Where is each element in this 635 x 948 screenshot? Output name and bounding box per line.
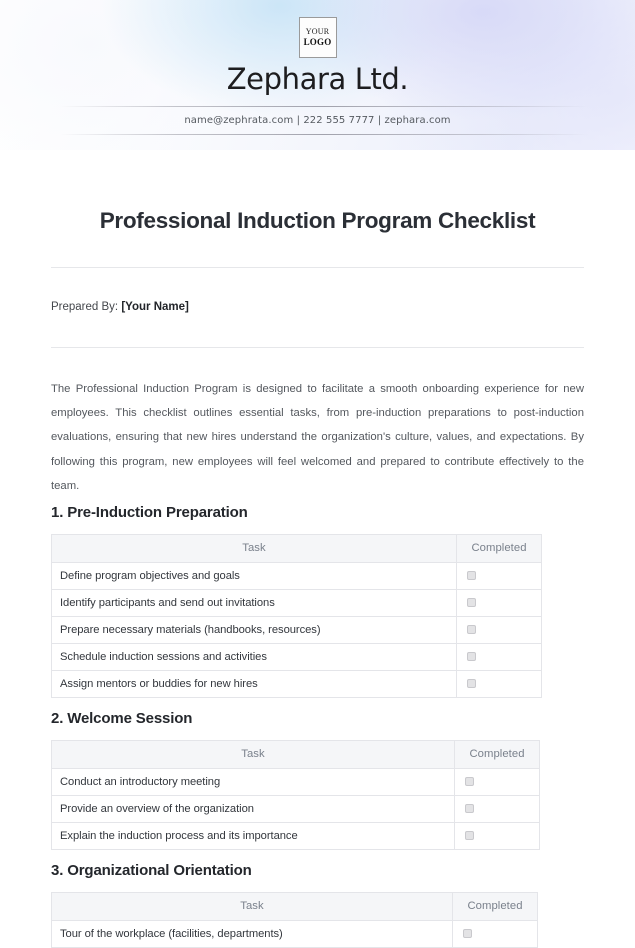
checkbox-icon[interactable]	[465, 804, 474, 813]
checkbox-icon[interactable]	[467, 625, 476, 634]
table-row	[52, 670, 542, 697]
checkbox-icon[interactable]	[465, 831, 474, 840]
column-header-completed: Completed	[457, 534, 542, 562]
completed-cell[interactable]	[453, 920, 538, 947]
checkbox-icon[interactable]	[465, 777, 474, 786]
page-title: Professional Induction Program Checklist	[99, 208, 536, 233]
column-header-task: Task	[52, 740, 455, 768]
company-logo-placeholder	[299, 17, 337, 58]
intro-paragraph: The Professional Induction Program is designed to facilitate a smooth onboarding experience for new employees. This checklist outlines essential tasks, from pre-induction preparations to post-induction evaluations, ensuring that new hires understand the organization's culture, values, and expectations. By following this program, new employees will feel welcomed and prepared to contribute effectively to the team.	[51, 383, 584, 492]
task-label: Tour of the workplace (facilities, departments)	[52, 920, 453, 947]
completed-cell[interactable]	[455, 795, 540, 822]
task-label: Conduct an introductory meeting	[52, 768, 455, 795]
task-label: Explain the induction process and its importance	[52, 822, 455, 849]
completed-cell[interactable]	[457, 643, 542, 670]
letterhead-banner	[0, 0, 635, 150]
table-row	[52, 768, 540, 795]
table-row	[52, 822, 540, 849]
title-divider	[51, 267, 584, 268]
checkbox-icon[interactable]	[467, 652, 476, 661]
logo-text-line-2: LOGO	[303, 36, 332, 47]
table-header-row	[52, 740, 540, 768]
checkbox-icon[interactable]	[463, 929, 472, 938]
prepared-by-divider	[51, 347, 584, 348]
completed-cell[interactable]	[455, 822, 540, 849]
company-name: Zephara Ltd.	[226, 62, 409, 96]
table-header-row	[52, 892, 538, 920]
completed-cell[interactable]	[457, 616, 542, 643]
completed-cell[interactable]	[457, 562, 542, 589]
completed-cell[interactable]	[457, 589, 542, 616]
section-heading-2: 2. Welcome Session	[51, 709, 193, 727]
checkbox-icon[interactable]	[467, 571, 476, 580]
checkbox-icon[interactable]	[467, 679, 476, 688]
completed-cell[interactable]	[455, 768, 540, 795]
checklist-table-2	[51, 740, 540, 850]
letterhead-divider-top	[60, 106, 588, 107]
task-label: Assign mentors or buddies for new hires	[52, 670, 457, 697]
prepared-by-label: Prepared By:	[51, 301, 119, 313]
task-label: Provide an overview of the organization	[52, 795, 455, 822]
contact-info-line: name@zephrata.com | 222 555 7777 | zephara.com	[184, 115, 451, 126]
section-heading-1: 1. Pre-Induction Preparation	[51, 503, 248, 521]
completed-cell[interactable]	[457, 670, 542, 697]
table-row	[52, 920, 538, 947]
table-row	[52, 795, 540, 822]
column-header-completed: Completed	[455, 740, 540, 768]
logo-text-line-1: YOUR	[305, 26, 330, 36]
table-row	[52, 616, 542, 643]
table-row	[52, 562, 542, 589]
task-label: Identify participants and send out invitations	[52, 589, 457, 616]
letterhead-divider-bottom	[60, 134, 588, 135]
task-label: Prepare necessary materials (handbooks, resources)	[52, 616, 457, 643]
prepared-by	[51, 301, 635, 313]
checklist-table-1	[51, 534, 542, 698]
column-header-completed: Completed	[453, 892, 538, 920]
table-row	[52, 589, 542, 616]
section-heading-3: 3. Organizational Orientation	[51, 861, 252, 879]
task-label: Define program objectives and goals	[52, 562, 457, 589]
prepared-by-value[interactable]: [Your Name]	[121, 301, 189, 313]
table-row	[52, 643, 542, 670]
checkbox-icon[interactable]	[467, 598, 476, 607]
task-label: Schedule induction sessions and activities	[52, 643, 457, 670]
table-header-row	[52, 534, 542, 562]
column-header-task: Task	[52, 892, 453, 920]
checklist-table-3	[51, 892, 538, 948]
column-header-task: Task	[52, 534, 457, 562]
